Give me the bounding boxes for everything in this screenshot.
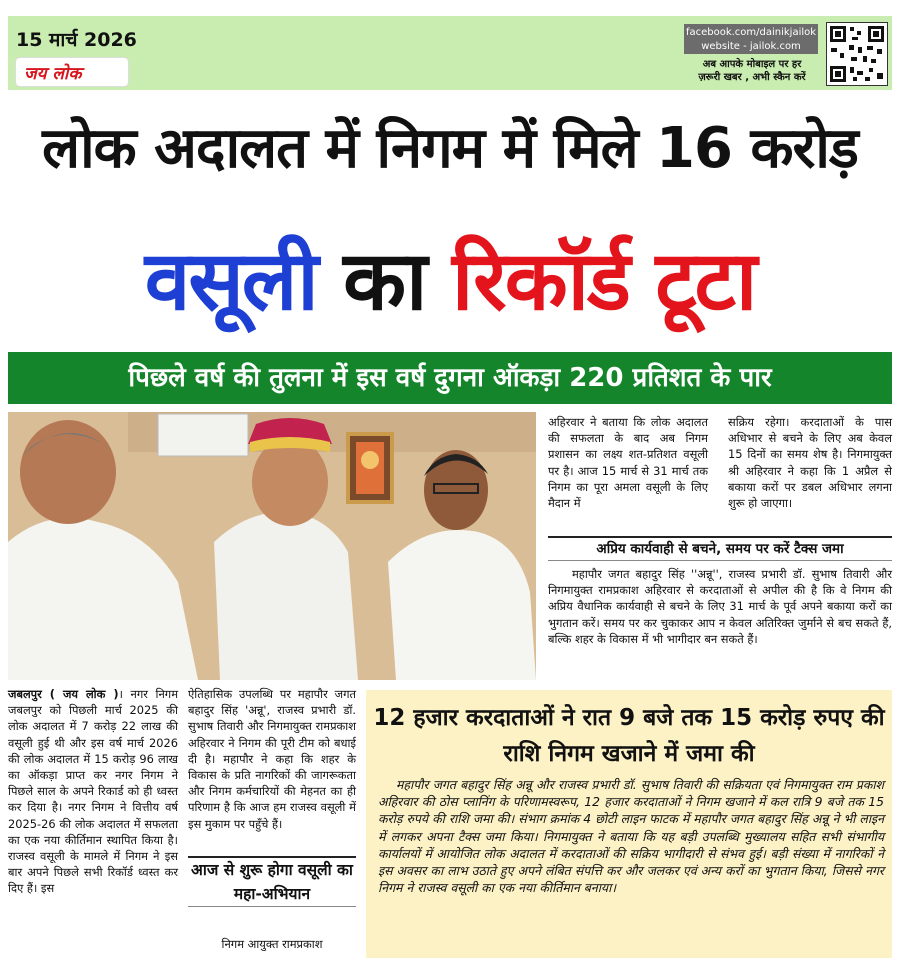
article-col-top-right: सक्रिय रहेगा। करदाताओं के पास अधिभार से बचने के लिए अब केवल 15 दिनों का समय शेष है। निगमायुक्त श्री अहिरवार ने कहा कि 1 अप्रैल से बकाया करों पर डबल अधिभार लगना शुरू हो जाएगा। (728, 415, 892, 511)
highlight-body: महापौर जगत बहादुर सिंह अन्नू और राजस्व प्रभारी डॉ. सुभाष तिवारी की सक्रियता एवं निगमायुक्त राम प्रकाश अहिरवार की ठोस प्लानिंग के परिणामस्वरूप, 12 हजार करदाताओं ने निगम खजाने में कल रात्रि 9 बजे तक 15 करोड़ रुपये की राशि जमा की। संभाग क्रमांक 4 छोटी लाइन फाटक में महापौर जगत बहादुर सिंह अन्नू ने भी लाइन में लगकर अपना टैक्स जमा किया। निगमायुक्त ने बताया कि यह बड़ी उपलब्धि मुख्यालय सहित सभी संभागीय कार्यालयों में आयोजित लोक अदालत में करदाताओं की सक्रिय भागीदारी से संभव हुई। बड़ी संख्या में नागरिकों ने इस अवसर का लाभ उठाते हुए अपने लंबित संपत्ति कर और जलकर एवं अन्य करों का भुगतान किया, जिससे नगर निगम ने राजस्व वसूली का एक नया कीर्तिमान बनाया। (378, 777, 884, 896)
scan-line-1: अब आपके मोबाइल पर हर (702, 59, 802, 70)
logo-text (24, 61, 81, 84)
scan-line-2: ज़रूरी खबर , अभी स्कैन करें (698, 72, 806, 83)
appeal-paragraph: महापौर जगत बहादुर सिंह ''अन्नू'', राजस्व प्रभारी डॉ. सुभाष तिवारी और निगमायुक्त रामप्रकाश अहिरवार से करदाताओं से अपील की है कि वे निगम की अप्रिय वैधानिक कार्यवाही से बचने के लिए 31 मार्च के पूर्व अपने बकाया करों का भुगतान करें। समय पर कर चुकाकर आप न केवल अतिरिक्त जुर्माने से बच सकते हैं, बल्कि शहर के विकास में भी भागीदार बन सकते हैं। (548, 567, 892, 646)
news-photo[interactable] (8, 412, 536, 680)
issue-date: 15 मार्च 2026 (16, 29, 137, 51)
dateline: जबलपुर ( जय लोक ) (8, 687, 119, 701)
scan-prompt (686, 58, 818, 84)
highlight-headline: 12 हजार करदाताओं ने रात 9 बजे तक 15 करोड़ रुपए की राशि निगम खजाने में जमा की (373, 705, 885, 767)
masthead-logo[interactable] (16, 58, 128, 86)
qr-pattern (827, 23, 887, 85)
article-col-top-left: अहिरवार ने बताया कि लोक अदालत की सफलता के बाद अब निगम प्रशासन का लक्ष्य शत-प्रतिशत वसूली पर है। आज 15 मार्च से 31 मार्च तक निगम का पूरा अमला वसूली के लिए मैदान में (548, 415, 708, 511)
headline-word-record: रिकॉर्ड टूटा (451, 234, 756, 329)
record-headline (0, 222, 900, 334)
website-link[interactable]: website - jailok.com (701, 41, 801, 52)
logo-label: जय लोक (24, 64, 82, 84)
article-col-2: ऐतिहासिक उपलब्धि पर महापौर जगत बहादुर सिंह 'अन्नू', राजस्व प्रभारी डॉ. सुभाष तिवारी और निगमायुक्त रामप्रकाश अहिरवार ने निगम की पूरी टीम को बधाई दी है। महापौर ने कहा कि शहर के विकास के प्रति नागरिकों की जागरूकता और निगम कर्मचारियों की मेहनत का ही परिणाम है कि आज हम राजस्व वसूली में इस मुकाम पर पहुँचे हैं। (188, 687, 356, 831)
social-links[interactable] (684, 24, 818, 54)
main-headline: लोक अदालत में निगम में मिले 16 करोड़ (42, 116, 858, 181)
article-col-1 (8, 686, 178, 897)
headline-word-vasooli: वसूली (144, 234, 317, 329)
article-col-1-text: । नगर निगम जबलपुर को पिछली मार्च 2025 की लोक अदालत में 7 करोड़ 22 लाख की वसूली हुई थी और इस वर्ष मार्च 2026 की लोक अदालत में 15 करोड़ 96 लाख का ऑकड़ा प्राप्त कर नगर निगम ने पिछले साल के अपने रिकार्ड को ही ध्वस्त कर दिया है। नगर निगम ने वित्तीय वर्ष 2025-26 की लोक अदालत में सफलता का एक नया कीर्तिमान स्थापित किया है। राजस्व वसूली के मामले में निगम ने इस बार अपने पिछले सभी रिकॉर्ड ध्वस्त कर दिए हैं। इस (8, 687, 179, 896)
photo-illustration (8, 412, 536, 680)
subheading-campaign: आज से शुरू होगा वसूली का महा-अभियान (188, 856, 356, 907)
subhead-banner: पिछले वर्ष की तुलना में इस वर्ष दुगना ऑकड़ा 220 प्रतिशत के पार (8, 352, 892, 404)
qr-code-icon[interactable] (826, 22, 888, 86)
headline-word-ka: का (343, 234, 426, 329)
subheading-appeal: अप्रिय कार्यवाही से बचने, समय पर करें टैक्स जमा (548, 536, 892, 561)
article-col-2-end: निगम आयुक्त रामप्रकाश (221, 937, 323, 951)
facebook-link[interactable]: facebook.com/dainikjailok (685, 27, 817, 38)
